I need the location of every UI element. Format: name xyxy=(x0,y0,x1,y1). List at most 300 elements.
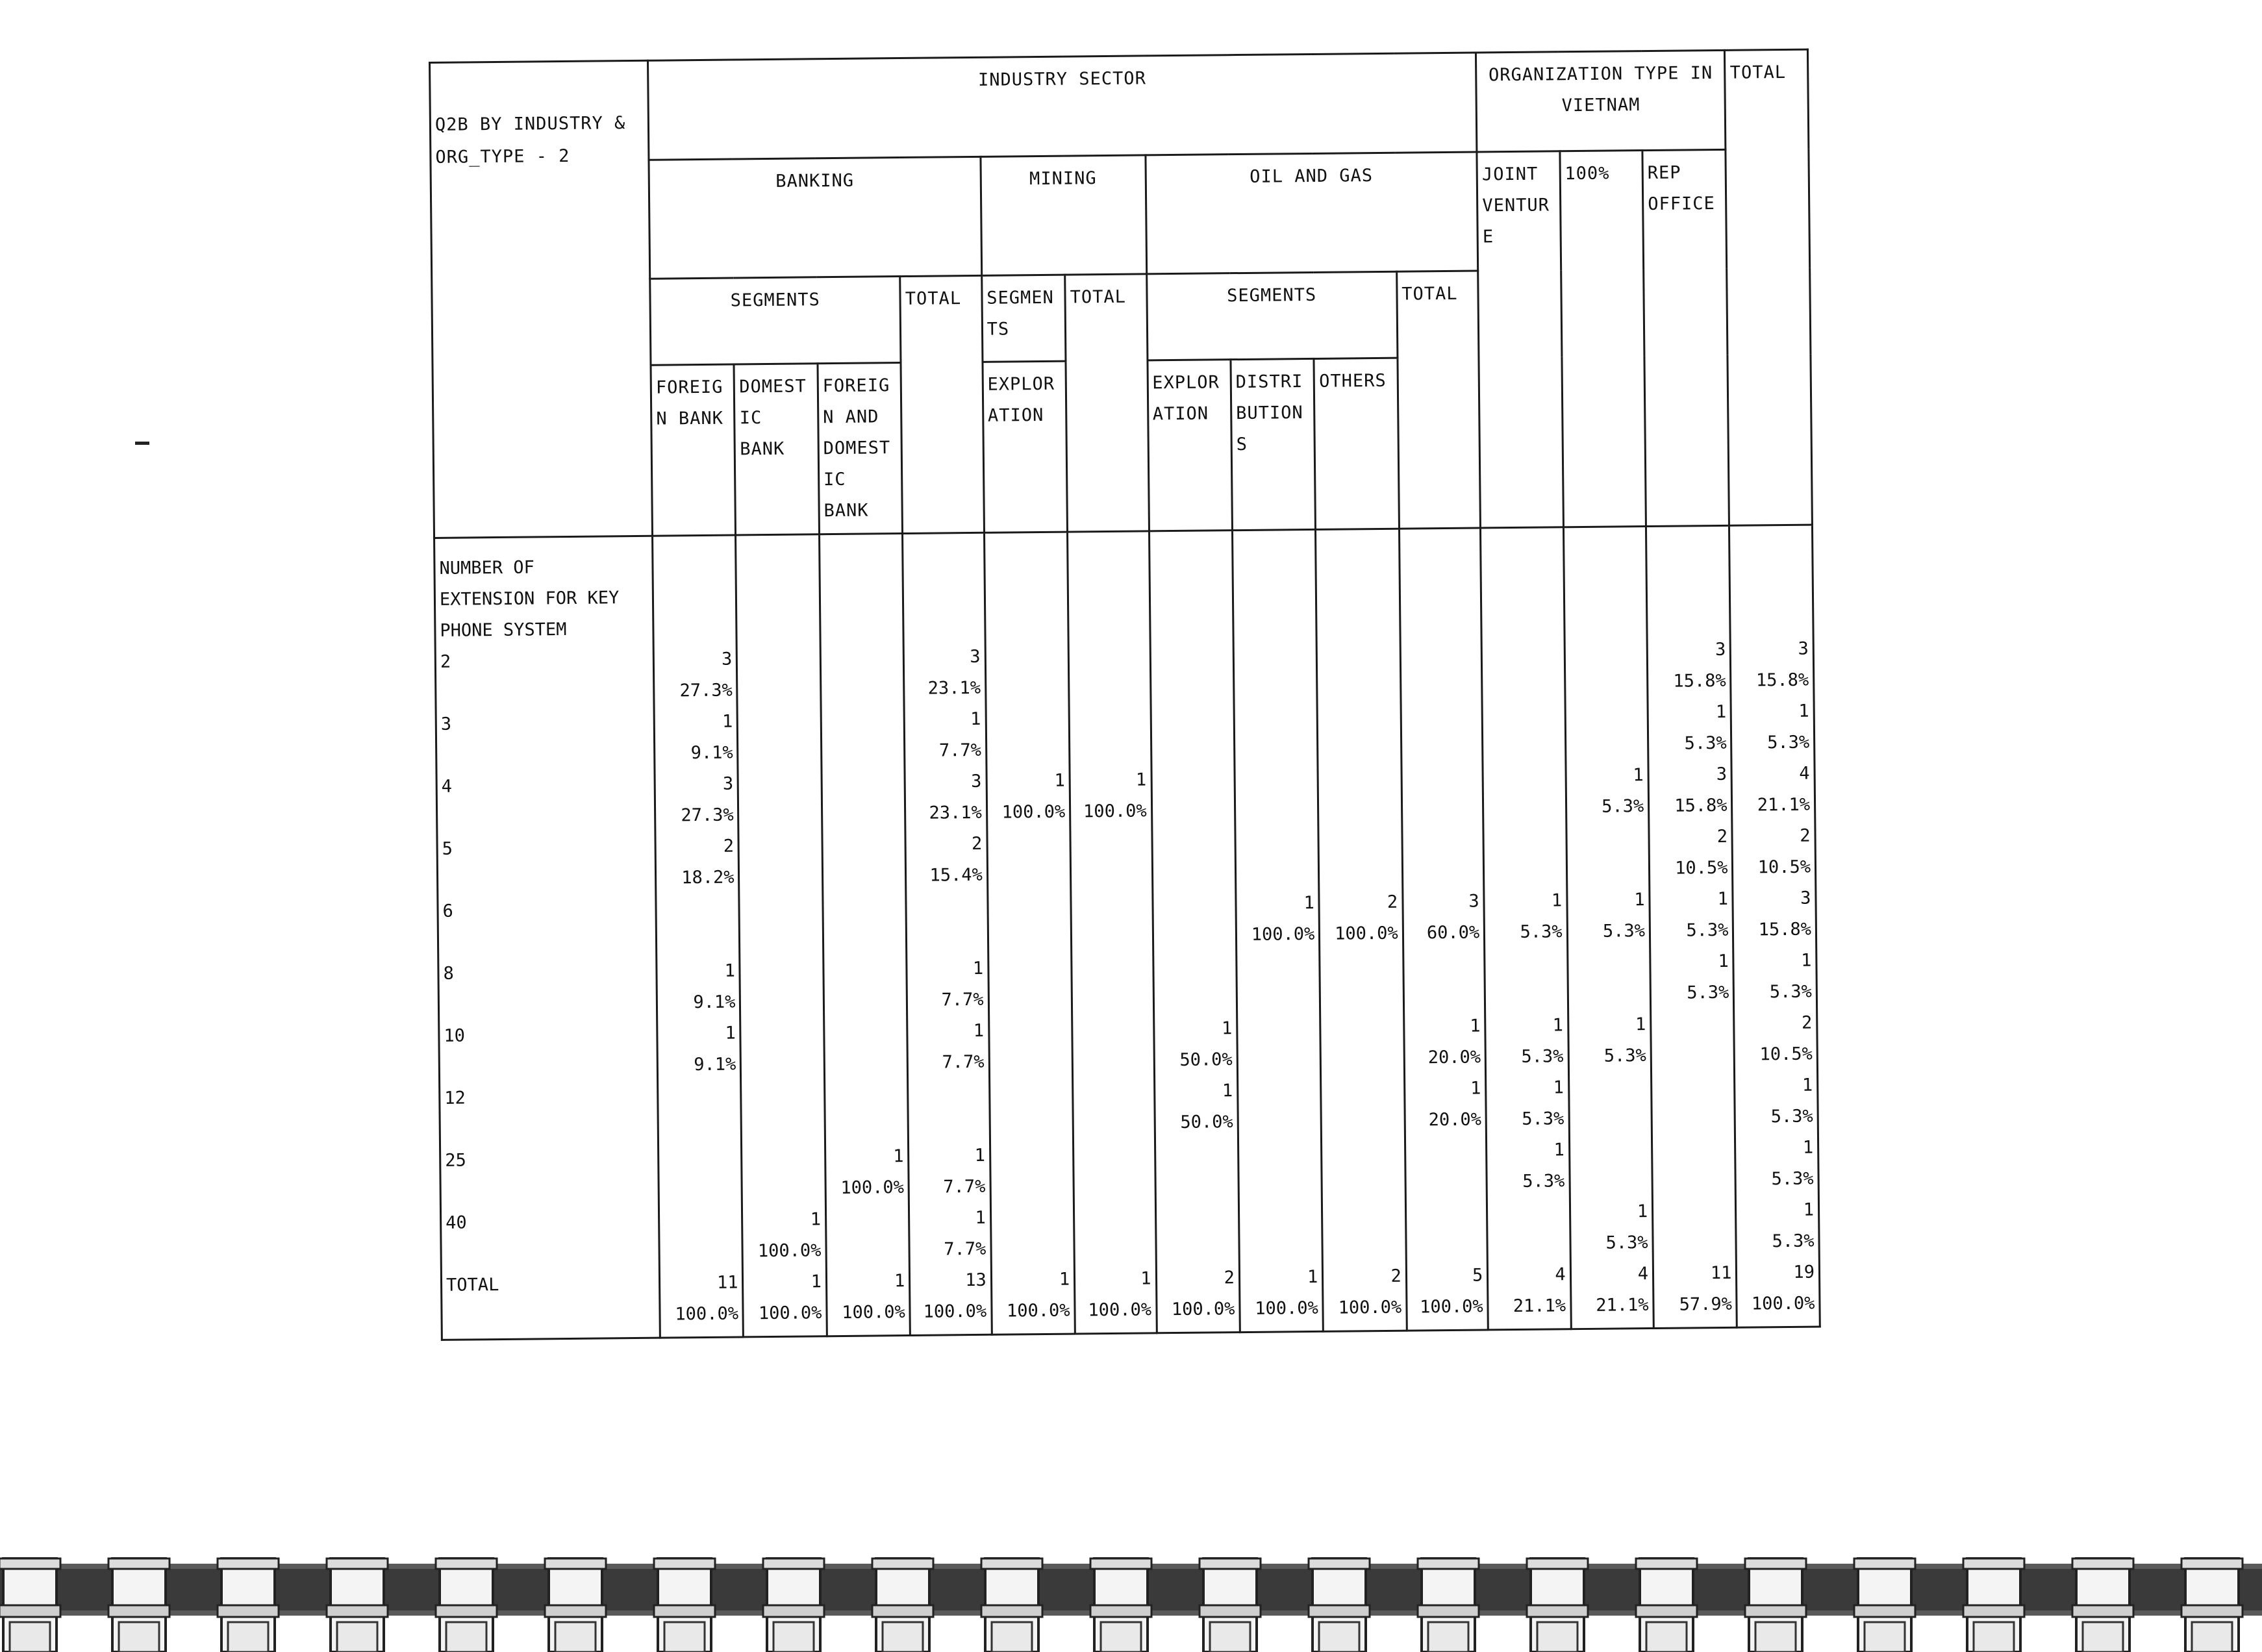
blank-line xyxy=(1403,731,1478,762)
cell-value: 100.0% xyxy=(1083,801,1147,822)
blank-line xyxy=(1733,603,1809,634)
ring-base xyxy=(446,1622,486,1652)
ring-cap xyxy=(981,1605,1042,1617)
oil-gas-segments-header: SEGMENTS xyxy=(1146,271,1397,360)
cell-value: 25 xyxy=(445,1150,466,1171)
cell-value: 12 xyxy=(444,1088,466,1108)
blank-line xyxy=(738,549,815,581)
column-grand-total xyxy=(1729,525,1820,1327)
blank-line xyxy=(822,611,899,643)
blank-line xyxy=(1075,1076,1150,1108)
blank-line xyxy=(1076,1170,1151,1201)
blank-line xyxy=(1153,670,1229,702)
blank-line xyxy=(1485,729,1561,761)
blank-line xyxy=(1237,825,1314,857)
cell-value: 10 xyxy=(444,1025,466,1046)
column-rep-office xyxy=(1646,525,1737,1328)
cell-value: 5.3% xyxy=(1520,921,1563,942)
foreign-bank-header: FOREIG N BANK xyxy=(651,364,736,536)
mining-segments-header: SEGMEN TS xyxy=(981,275,1066,362)
blank-line xyxy=(991,1015,1068,1047)
blank-line xyxy=(445,1112,654,1145)
cell-value: 11 xyxy=(1710,1262,1732,1284)
blank-line xyxy=(1155,982,1232,1014)
blank-line xyxy=(824,798,901,830)
banking-segments-header: SEGMENTS xyxy=(650,277,901,366)
cell-value: 1 xyxy=(1470,1078,1481,1099)
ring-base xyxy=(119,1622,159,1652)
blank-line xyxy=(1237,794,1314,826)
blank-line xyxy=(1239,981,1316,1013)
blank-line xyxy=(1151,545,1228,577)
blank-line xyxy=(740,736,816,768)
cell-value: 3 xyxy=(1468,891,1479,912)
column-oil-gas-exploration xyxy=(1149,531,1240,1333)
blank-line xyxy=(1075,1138,1150,1170)
blank-line xyxy=(661,1236,738,1268)
blank-line xyxy=(1486,823,1562,855)
blank-line xyxy=(909,922,983,954)
rep-office-header: REP OFFICE xyxy=(1642,149,1729,526)
ring-base xyxy=(1865,1622,1905,1652)
cell-value: 100.0% xyxy=(1006,1300,1070,1321)
cell-value: 23.1% xyxy=(929,802,982,823)
cell-value: 7.7% xyxy=(943,1176,986,1197)
blank-line xyxy=(1322,1012,1399,1044)
column-hundred-percent xyxy=(1563,527,1653,1329)
ring-cap xyxy=(872,1558,933,1569)
blank-line xyxy=(1408,1229,1483,1261)
blank-line xyxy=(660,1112,737,1144)
blank-line xyxy=(992,1171,1069,1203)
cell-value: 100.0% xyxy=(1171,1299,1235,1320)
cell-value: 11 xyxy=(716,1272,738,1293)
blank-line xyxy=(993,1202,1070,1234)
blank-line xyxy=(1407,1167,1482,1199)
cell-value: 50.0% xyxy=(1180,1112,1233,1133)
blank-line xyxy=(1654,1133,1731,1165)
blank-line xyxy=(655,551,731,582)
blank-line xyxy=(828,1234,905,1266)
blank-line xyxy=(823,705,899,736)
cell-value: 19 xyxy=(1793,1262,1815,1283)
blank-line xyxy=(1490,1228,1566,1260)
ring-cap xyxy=(108,1605,170,1617)
cell-value: 1 xyxy=(1634,890,1645,910)
ring-cap xyxy=(436,1558,497,1569)
blank-line xyxy=(442,863,651,896)
cell-value: 50.0% xyxy=(1179,1049,1233,1070)
blank-line xyxy=(1655,1227,1731,1258)
cell-value: 100.0% xyxy=(840,1177,905,1198)
blank-line xyxy=(991,1046,1068,1078)
cell-value: 100.0% xyxy=(675,1303,739,1325)
blank-line xyxy=(740,705,816,737)
cell-value: 21.1% xyxy=(1513,1295,1566,1317)
blank-line xyxy=(825,892,901,923)
blank-line xyxy=(988,703,1064,735)
blank-line xyxy=(1654,1102,1731,1134)
ring-cap xyxy=(1200,1605,1261,1617)
total-header: TOTAL xyxy=(1725,49,1813,525)
joint-venture-header: JOINT VENTUR E xyxy=(1477,151,1563,528)
others-header: OTHERS xyxy=(1314,358,1399,529)
cell-value: 5.3% xyxy=(1770,1106,1813,1127)
blank-line xyxy=(1320,700,1396,732)
cell-value: 13 xyxy=(965,1270,986,1291)
blank-line xyxy=(744,1110,820,1142)
ring-cap xyxy=(0,1605,60,1617)
cell-value: 1 xyxy=(1718,951,1729,972)
blank-line xyxy=(1322,981,1399,1012)
blank-line xyxy=(1073,858,1148,890)
ring-cap xyxy=(2072,1605,2133,1617)
cell-value: EXTENSION FOR KEY xyxy=(439,588,620,610)
blank-line xyxy=(1324,1199,1401,1231)
blank-line xyxy=(1321,856,1398,888)
ring-cap xyxy=(763,1605,824,1617)
blank-line xyxy=(822,549,898,581)
blank-line xyxy=(742,955,819,986)
ring-cap xyxy=(545,1605,606,1617)
cell-value: 15.8% xyxy=(1674,795,1728,816)
blank-line xyxy=(1153,795,1230,827)
ring-base xyxy=(1319,1622,1359,1652)
blank-line xyxy=(1155,951,1232,982)
cell-value: 5.3% xyxy=(1687,982,1729,1003)
cell-value: 7.7% xyxy=(942,1051,985,1073)
blank-line xyxy=(987,610,1064,642)
blank-line xyxy=(443,925,652,958)
cell-value: 7.7% xyxy=(944,1238,986,1260)
blank-line xyxy=(1157,1200,1234,1232)
blank-line xyxy=(1237,763,1313,795)
cell-value: 100.0% xyxy=(1088,1299,1152,1321)
cell-value: 5.3% xyxy=(1603,1045,1646,1066)
cell-value: 1 xyxy=(1551,890,1563,911)
blank-line xyxy=(1318,575,1395,607)
blank-line xyxy=(1073,889,1148,921)
blank-line xyxy=(1154,826,1231,858)
blank-line xyxy=(1485,698,1561,730)
ring-cap xyxy=(0,1558,60,1569)
cell-value: 4 xyxy=(1799,763,1810,784)
cell-value: 5.3% xyxy=(1769,981,1812,1003)
cell-value: 9.1% xyxy=(694,1054,736,1075)
blank-line xyxy=(1403,699,1477,731)
blank-line xyxy=(1235,545,1311,577)
blank-line xyxy=(1404,824,1479,856)
blank-line xyxy=(445,1175,654,1208)
blank-line xyxy=(1653,1040,1730,1071)
cell-value: 1 xyxy=(1637,1201,1648,1222)
blank-line xyxy=(1324,1136,1400,1168)
blank-line xyxy=(1235,576,1312,608)
cell-value: 100.0% xyxy=(842,1302,905,1323)
cell-value: 1 xyxy=(1054,770,1065,791)
ring-base xyxy=(1210,1622,1250,1652)
blank-line xyxy=(822,580,899,612)
cell-value: 100.0% xyxy=(758,1303,822,1324)
column-banking-domestic-bank xyxy=(736,534,827,1337)
blank-line xyxy=(1152,639,1229,671)
cell-value: 2 xyxy=(1716,826,1728,847)
cell-value: 5.3% xyxy=(1605,1233,1648,1253)
cell-value: 15.8% xyxy=(1758,919,1812,940)
blank-line xyxy=(1567,697,1643,729)
blank-line xyxy=(1320,762,1397,794)
blank-line xyxy=(824,829,901,861)
ring-cap xyxy=(2072,1558,2133,1569)
blank-line xyxy=(988,734,1065,766)
cell-value: 1 xyxy=(1553,1077,1565,1098)
ring-cap xyxy=(654,1558,715,1569)
blank-line xyxy=(738,581,815,612)
blank-line xyxy=(1070,608,1145,640)
cell-value: 3 xyxy=(970,771,982,792)
ring-cap xyxy=(872,1605,933,1617)
ring-cap xyxy=(218,1558,279,1569)
organization-type-header: ORGANIZATION TYPE IN VIETNAM xyxy=(1476,50,1726,152)
cell-value: 27.3% xyxy=(681,805,734,826)
column-oil-gas-total xyxy=(1399,528,1488,1331)
blank-line xyxy=(444,1050,653,1083)
blank-line xyxy=(1071,640,1146,671)
ring-base xyxy=(2083,1622,2123,1652)
cell-value: 2 xyxy=(1800,825,1811,846)
cell-value: 3 xyxy=(1715,639,1726,660)
ring-cap xyxy=(1527,1558,1588,1569)
blank-line xyxy=(1238,950,1315,982)
ring-cap xyxy=(1090,1605,1151,1617)
crosstab-table xyxy=(429,49,1821,1341)
cell-value: 5.3% xyxy=(1684,732,1727,754)
column-mining-exploration xyxy=(984,532,1075,1334)
blank-line xyxy=(1401,575,1476,607)
ring-cap xyxy=(1309,1558,1370,1569)
cell-value: 2 xyxy=(723,836,735,857)
ring-cap xyxy=(1200,1558,1261,1569)
ring-base xyxy=(555,1622,596,1652)
cell-value: 5.3% xyxy=(1766,732,1810,753)
ring-cap xyxy=(327,1558,388,1569)
blank-line xyxy=(1655,1195,1731,1227)
blank-line xyxy=(1566,542,1642,573)
blank-line xyxy=(825,923,902,955)
cell-value: 9.1% xyxy=(693,992,736,1013)
cell-value: 21.1% xyxy=(1757,794,1811,816)
cell-value: 1 xyxy=(1800,950,1812,971)
cell-value: 60.0% xyxy=(1426,922,1480,944)
blank-line xyxy=(1240,1137,1317,1169)
cell-value: 1 xyxy=(1553,1140,1565,1160)
cell-value: 1 xyxy=(1633,765,1644,786)
cell-value: NUMBER OF xyxy=(439,557,534,579)
blank-line xyxy=(1072,827,1147,858)
cell-value: 2 xyxy=(1390,1266,1401,1286)
blank-line xyxy=(740,799,817,831)
ring-cap xyxy=(1309,1605,1370,1617)
blank-line xyxy=(1320,794,1397,825)
ring-base xyxy=(1537,1622,1577,1652)
cell-value: 3 xyxy=(1798,638,1809,659)
blank-line xyxy=(1238,857,1314,888)
blank-line xyxy=(827,1079,903,1110)
cell-value: 3 xyxy=(1716,764,1728,785)
blank-line xyxy=(744,1173,821,1205)
blank-line xyxy=(909,891,983,923)
cell-value: 100.0% xyxy=(1001,801,1066,823)
blank-line xyxy=(823,736,900,768)
cell-value: 1 xyxy=(811,1271,822,1292)
ring-cap xyxy=(545,1558,606,1569)
blank-line xyxy=(660,1081,736,1112)
blank-line xyxy=(660,1143,737,1175)
blank-line xyxy=(993,1233,1070,1265)
ring-base xyxy=(883,1622,923,1652)
blank-line xyxy=(1155,888,1231,920)
cell-value: 1 xyxy=(725,1023,736,1044)
cell-value: 1 xyxy=(1802,1075,1813,1095)
cell-value: TOTAL xyxy=(446,1275,499,1295)
blank-line xyxy=(1405,980,1480,1012)
mining-header: MINING xyxy=(981,155,1147,275)
cell-value: 57.9% xyxy=(1679,1294,1733,1315)
blank-line xyxy=(1325,1230,1401,1262)
blank-line xyxy=(1566,635,1642,667)
cell-value: 20.0% xyxy=(1428,1109,1482,1131)
blank-line xyxy=(1484,636,1560,668)
blank-line xyxy=(1402,606,1477,638)
blank-line xyxy=(826,985,903,1017)
cell-value: 1 xyxy=(893,1146,904,1167)
blank-line xyxy=(742,892,818,924)
blank-line xyxy=(658,894,735,925)
blank-line xyxy=(1158,1231,1235,1263)
blank-line xyxy=(1236,670,1313,701)
cell-value: 100.0% xyxy=(757,1240,822,1262)
cell-value: 1 xyxy=(972,958,984,979)
industry-sector-header: INDUSTRY SECTOR xyxy=(648,53,1477,160)
blank-line xyxy=(1483,573,1559,605)
cell-value: 1 xyxy=(810,1209,822,1230)
ring-base xyxy=(773,1622,814,1652)
blank-line xyxy=(1070,546,1144,578)
blank-line xyxy=(1323,1074,1400,1106)
blank-line xyxy=(986,547,1063,579)
blank-line xyxy=(990,921,1066,953)
cell-value: 5.3% xyxy=(1601,796,1644,817)
cell-value: 3 xyxy=(1800,888,1811,908)
blank-line xyxy=(990,984,1067,1016)
cell-value: 1 xyxy=(1803,1199,1815,1220)
ring-cap xyxy=(1854,1558,1915,1569)
blank-line xyxy=(911,1109,985,1141)
banking-header: BANKING xyxy=(649,156,981,279)
blank-line xyxy=(744,1079,820,1111)
blank-line xyxy=(1324,1168,1401,1199)
blank-line xyxy=(446,1237,655,1270)
distributions-header: DISTRI BUTION S xyxy=(1231,358,1316,530)
blank-line xyxy=(1076,1232,1151,1264)
blank-line xyxy=(1322,949,1399,981)
ring-cap xyxy=(1854,1605,1915,1617)
cell-value: 3 xyxy=(970,646,981,668)
blank-line xyxy=(1236,638,1313,670)
blank-line xyxy=(992,1108,1068,1140)
ring-cap xyxy=(763,1558,824,1569)
blank-line xyxy=(1485,792,1561,823)
blank-line xyxy=(661,1205,738,1237)
cell-value: 5.3% xyxy=(1771,1168,1814,1190)
cell-value: 15.8% xyxy=(1673,670,1726,692)
table-title: Q2B BY INDUSTRY & ORG_TYPE - 2 xyxy=(430,60,653,538)
blank-line xyxy=(1408,1198,1483,1230)
ring-cap xyxy=(327,1605,388,1617)
blank-line xyxy=(1151,577,1228,608)
cell-value: 100.0% xyxy=(1251,923,1315,945)
blank-line xyxy=(1653,1008,1729,1040)
blank-line xyxy=(1239,1012,1316,1044)
blank-line xyxy=(741,861,818,893)
blank-line xyxy=(440,676,649,709)
ring-base xyxy=(1974,1622,2014,1652)
mining-total-header: TOTAL xyxy=(1065,274,1149,532)
column-banking-foreign-bank xyxy=(653,535,744,1338)
blank-line xyxy=(910,1078,985,1110)
cell-value: 15.8% xyxy=(1755,670,1809,691)
blank-line xyxy=(742,923,818,955)
cell-value: 20.0% xyxy=(1427,1047,1481,1068)
cell-value: 5.3% xyxy=(1686,920,1729,941)
cell-value: 4 xyxy=(1555,1264,1566,1285)
blank-line xyxy=(739,612,816,644)
blank-line xyxy=(1483,542,1559,574)
blank-line xyxy=(1071,671,1146,703)
blank-line xyxy=(442,801,651,834)
cell-value: 1 xyxy=(1222,1081,1233,1101)
blank-line xyxy=(825,860,901,892)
cell-value: 1 xyxy=(1470,1016,1481,1036)
column-banking-total xyxy=(903,532,992,1335)
blank-line xyxy=(1321,825,1398,857)
cell-value: 7.7% xyxy=(941,989,984,1010)
cell-value: 2 xyxy=(1224,1268,1235,1288)
blank-line xyxy=(992,1140,1069,1171)
stray-mark xyxy=(135,442,149,445)
blank-line xyxy=(823,767,900,799)
cell-value: 3 xyxy=(722,773,734,794)
ring-cap xyxy=(1090,1558,1151,1569)
blank-line xyxy=(990,859,1066,891)
cell-value: 1 xyxy=(1715,701,1727,723)
blank-line xyxy=(1407,1136,1482,1168)
cell-value: 1 xyxy=(1221,1018,1233,1039)
cell-value: 1 xyxy=(1552,1015,1564,1036)
blank-line xyxy=(1076,1201,1151,1233)
cell-value: 1 xyxy=(973,1020,985,1042)
blank-line xyxy=(1571,1103,1647,1134)
blank-line xyxy=(740,674,816,706)
blank-line xyxy=(1572,1134,1648,1166)
blank-line xyxy=(1572,1165,1648,1197)
ring-base xyxy=(664,1622,705,1652)
blank-line xyxy=(1240,1106,1316,1138)
blank-line xyxy=(1240,1044,1316,1075)
blank-line xyxy=(441,738,650,771)
cell-value: 2 xyxy=(1387,892,1398,912)
cell-value: 1 xyxy=(1717,888,1729,910)
